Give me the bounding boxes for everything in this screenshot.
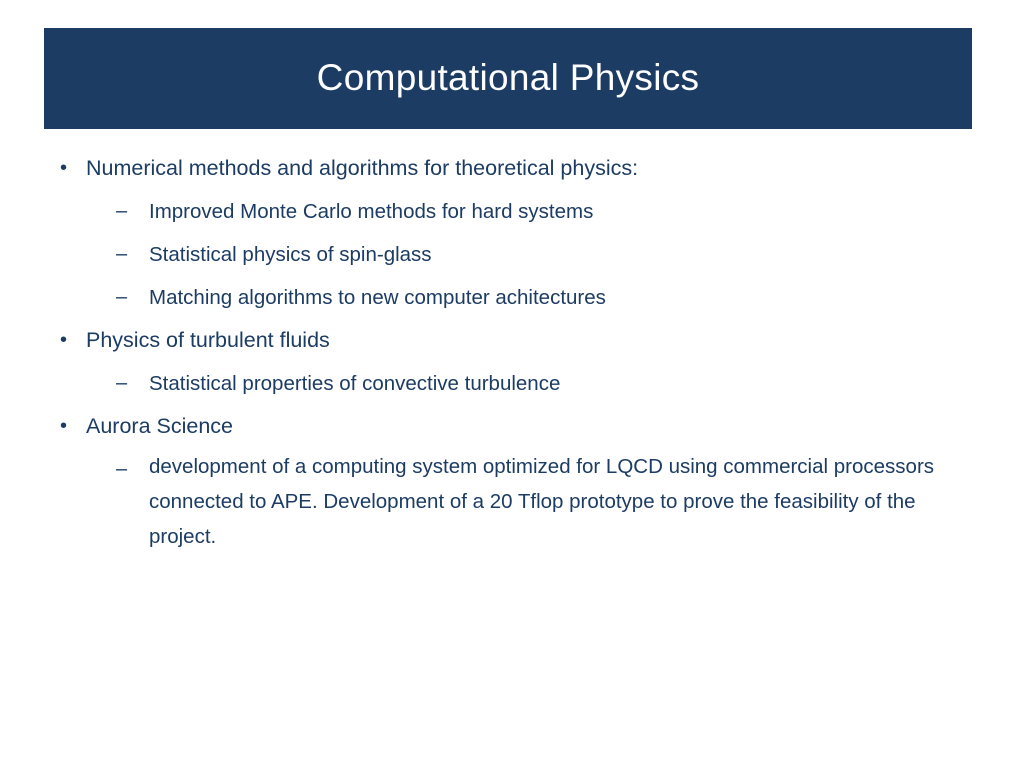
- list-item-label: Aurora Science: [86, 414, 233, 438]
- list-item-label: Improved Monte Carlo methods for hard systems: [149, 200, 594, 223]
- list-item-label: development of a computing system optimized for LQCD using commercial processors connected to APE. Development of a 20 Tflop prototype to prove the feasibility of the project.: [149, 455, 935, 548]
- slide-title-bar: [44, 28, 972, 129]
- list-item: [44, 449, 984, 554]
- bullet-icon: •: [60, 415, 68, 437]
- dash-icon: –: [116, 372, 128, 394]
- list-item: [44, 234, 984, 275]
- list-item: [44, 148, 984, 189]
- dash-icon: –: [116, 200, 128, 222]
- list-item-label: Matching algorithms to new computer achitectures: [149, 286, 606, 309]
- list-item: [44, 320, 984, 361]
- list-item: [44, 191, 984, 232]
- list-item: [44, 406, 984, 447]
- list-item-label: Statistical properties of convective turbulence: [149, 372, 561, 395]
- list-item: [44, 363, 984, 404]
- list-item: [44, 277, 984, 318]
- dash-icon: –: [116, 243, 128, 265]
- dash-icon: –: [116, 286, 128, 308]
- slide-body: [44, 148, 984, 556]
- list-item-label: Physics of turbulent fluids: [86, 328, 330, 352]
- list-item-label: Statistical physics of spin-glass: [149, 243, 432, 266]
- dash-icon: –: [116, 458, 128, 480]
- list-item-label: Numerical methods and algorithms for theoretical physics:: [86, 156, 639, 180]
- bullet-icon: •: [60, 157, 68, 179]
- page-title: Computational Physics: [316, 57, 700, 99]
- bullet-icon: •: [60, 329, 68, 351]
